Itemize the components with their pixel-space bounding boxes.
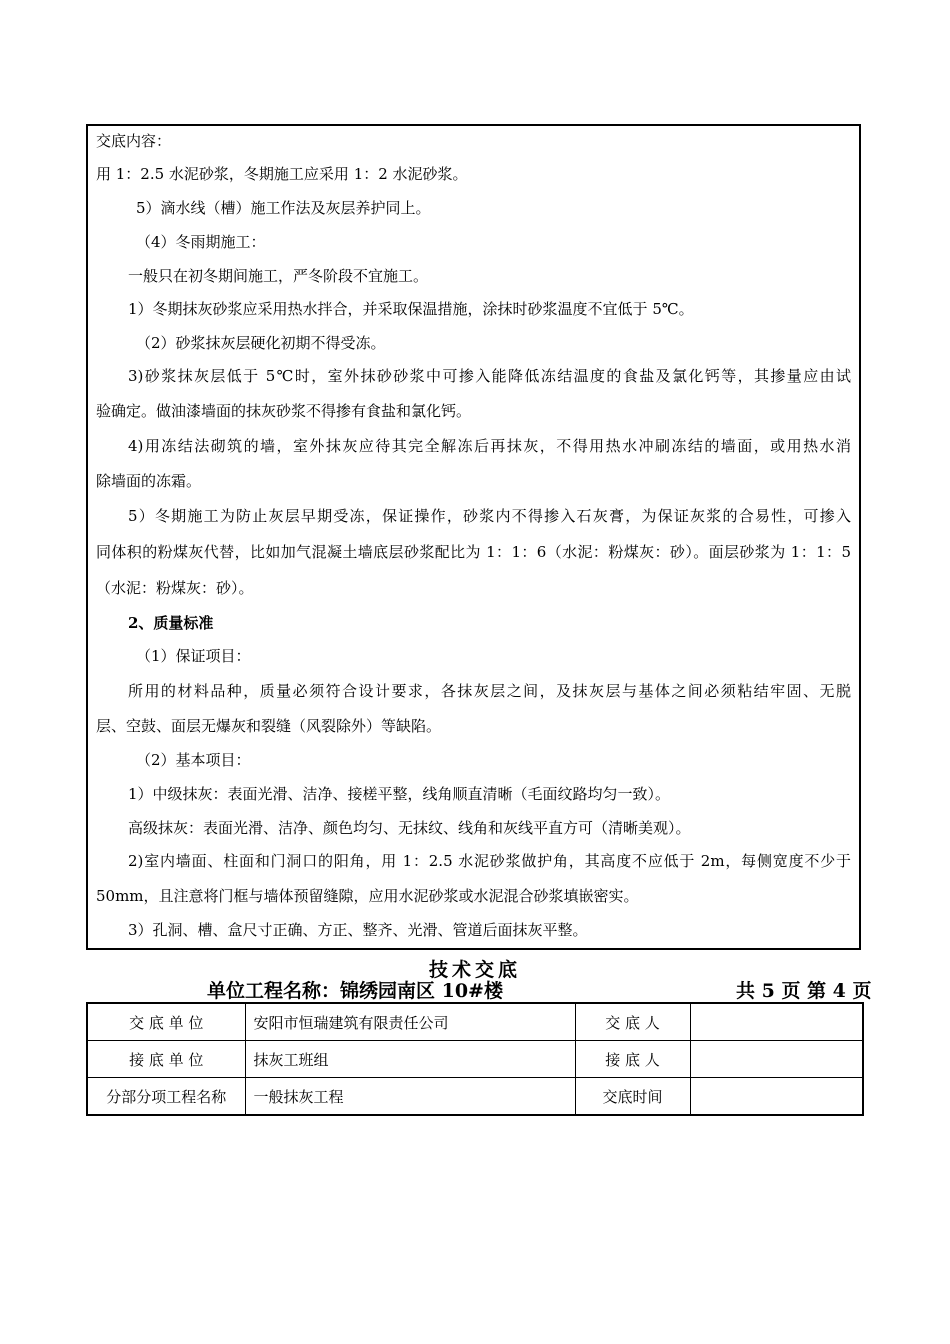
content-line: （1）保证项目： bbox=[136, 647, 251, 665]
table-row bbox=[87, 1041, 863, 1078]
content-line: 4)用冻结法砌筑的墙，室外抹灰应待其完全解冻后再抹灰，不得用热水冲刷冻结的墙面，或用热水消 bbox=[128, 437, 851, 455]
handover-info-table bbox=[86, 1002, 864, 1116]
content-line: 5）滴水线（槽）施工作法及灰层养护同上。 bbox=[136, 199, 431, 217]
handover-time-value[interactable] bbox=[690, 1078, 863, 1116]
content-line: 层、空鼓、面层无爆灰和裂缝（风裂除外）等缺陷。 bbox=[96, 717, 442, 735]
content-line: 1）中级抹灰：表面光滑、洁净、接槎平整，线角顺直清晰（毛面纹路均匀一致）。 bbox=[128, 785, 671, 803]
content-line: 3）孔洞、槽、盒尺寸正确、方正、整齐、光滑、管道后面抹灰平整。 bbox=[128, 921, 588, 939]
content-line: （4）冬雨期施工： bbox=[136, 233, 266, 251]
content-line: 一般只在初冬期间施工，严冬阶段不宜施工。 bbox=[128, 267, 429, 285]
receiver-person-value[interactable] bbox=[690, 1041, 863, 1078]
table-row bbox=[87, 1078, 863, 1116]
content-line: 高级抹灰：表面光滑、洁净、颜色均匀、无抹纹、线角和灰线平直方可（清晰美观）。 bbox=[128, 819, 691, 837]
content-line: 2)室内墙面、柱面和门洞口的阳角，用 1：2.5 水泥砂浆做护角，其高度不应低于 2m，每侧宽度不少于 bbox=[128, 852, 851, 870]
receiver-unit-label: 接 底 单 位 bbox=[87, 1041, 245, 1078]
receiver-person-label: 接 底 人 bbox=[575, 1041, 690, 1078]
page-title: 技术交底 bbox=[428, 959, 521, 981]
issuer-unit-value: 安阳市恒瑞建筑有限责任公司 bbox=[245, 1003, 575, 1041]
handover-time-label: 交底时间 bbox=[575, 1078, 690, 1116]
issuer-person-label: 交 底 人 bbox=[575, 1003, 690, 1041]
content-line: 5）冬期施工为防止灰层早期受冻，保证操作，砂浆内不得掺入石灰膏，为保证灰浆的合易性，可掺入 bbox=[128, 507, 851, 525]
subproject-name-label: 分部分项工程名称 bbox=[87, 1078, 245, 1116]
content-line: 同体积的粉煤灰代替，比如加气混凝土墙底层砂浆配比为 1：1：6（水泥：粉煤灰：砂）。面层砂浆为 1：1：5 bbox=[96, 543, 851, 561]
issuer-unit-label: 交 底 单 位 bbox=[87, 1003, 245, 1041]
page-count: 共 5 页 第 4 页 bbox=[736, 980, 872, 1002]
receiver-unit-value: 抹灰工班组 bbox=[245, 1041, 575, 1078]
content-line: 50mm，且注意将门框与墙体预留缝隙，应用水泥砂浆或水泥混合砂浆填嵌密实。 bbox=[96, 887, 639, 905]
project-name: 单位工程名称：锦绣园南区 10#楼 bbox=[207, 980, 503, 1002]
content-line: 3)砂浆抹灰层低于 5℃时，室外抹砂砂浆中可掺入能降低冻结温度的食盐及氯化钙等，其掺量应由试 bbox=[128, 367, 851, 385]
content-line: 1）冬期抹灰砂浆应采用热水拌合，并采取保温措施，涂抹时砂浆温度不宜低于 5℃。 bbox=[128, 300, 694, 318]
issuer-person-value[interactable] bbox=[690, 1003, 863, 1041]
section-heading-quality: 2、质量标准 bbox=[128, 614, 214, 632]
handover-content-box bbox=[86, 124, 861, 950]
content-line: （2）基本项目： bbox=[136, 751, 251, 769]
subproject-name-value: 一般抹灰工程 bbox=[245, 1078, 575, 1116]
content-line: （水泥：粉煤灰：砂）。 bbox=[96, 579, 254, 597]
content-line: 除墙面的冻霜。 bbox=[96, 472, 202, 490]
content-heading: 交底内容： bbox=[96, 132, 172, 150]
content-line: 验确定。做油漆墙面的抹灰砂浆不得掺有食盐和氯化钙。 bbox=[96, 402, 472, 420]
content-line: （2）砂浆抹灰层硬化初期不得受冻。 bbox=[136, 334, 386, 352]
content-line: 所用的材料品种，质量必须符合设计要求，各抹灰层之间，及抹灰层与基体之间必须粘结牢固、无脱 bbox=[128, 682, 851, 700]
table-row bbox=[87, 1003, 863, 1041]
content-line: 用 1：2.5 水泥砂浆，冬期施工应采用 1：2 水泥砂浆。 bbox=[96, 165, 468, 183]
